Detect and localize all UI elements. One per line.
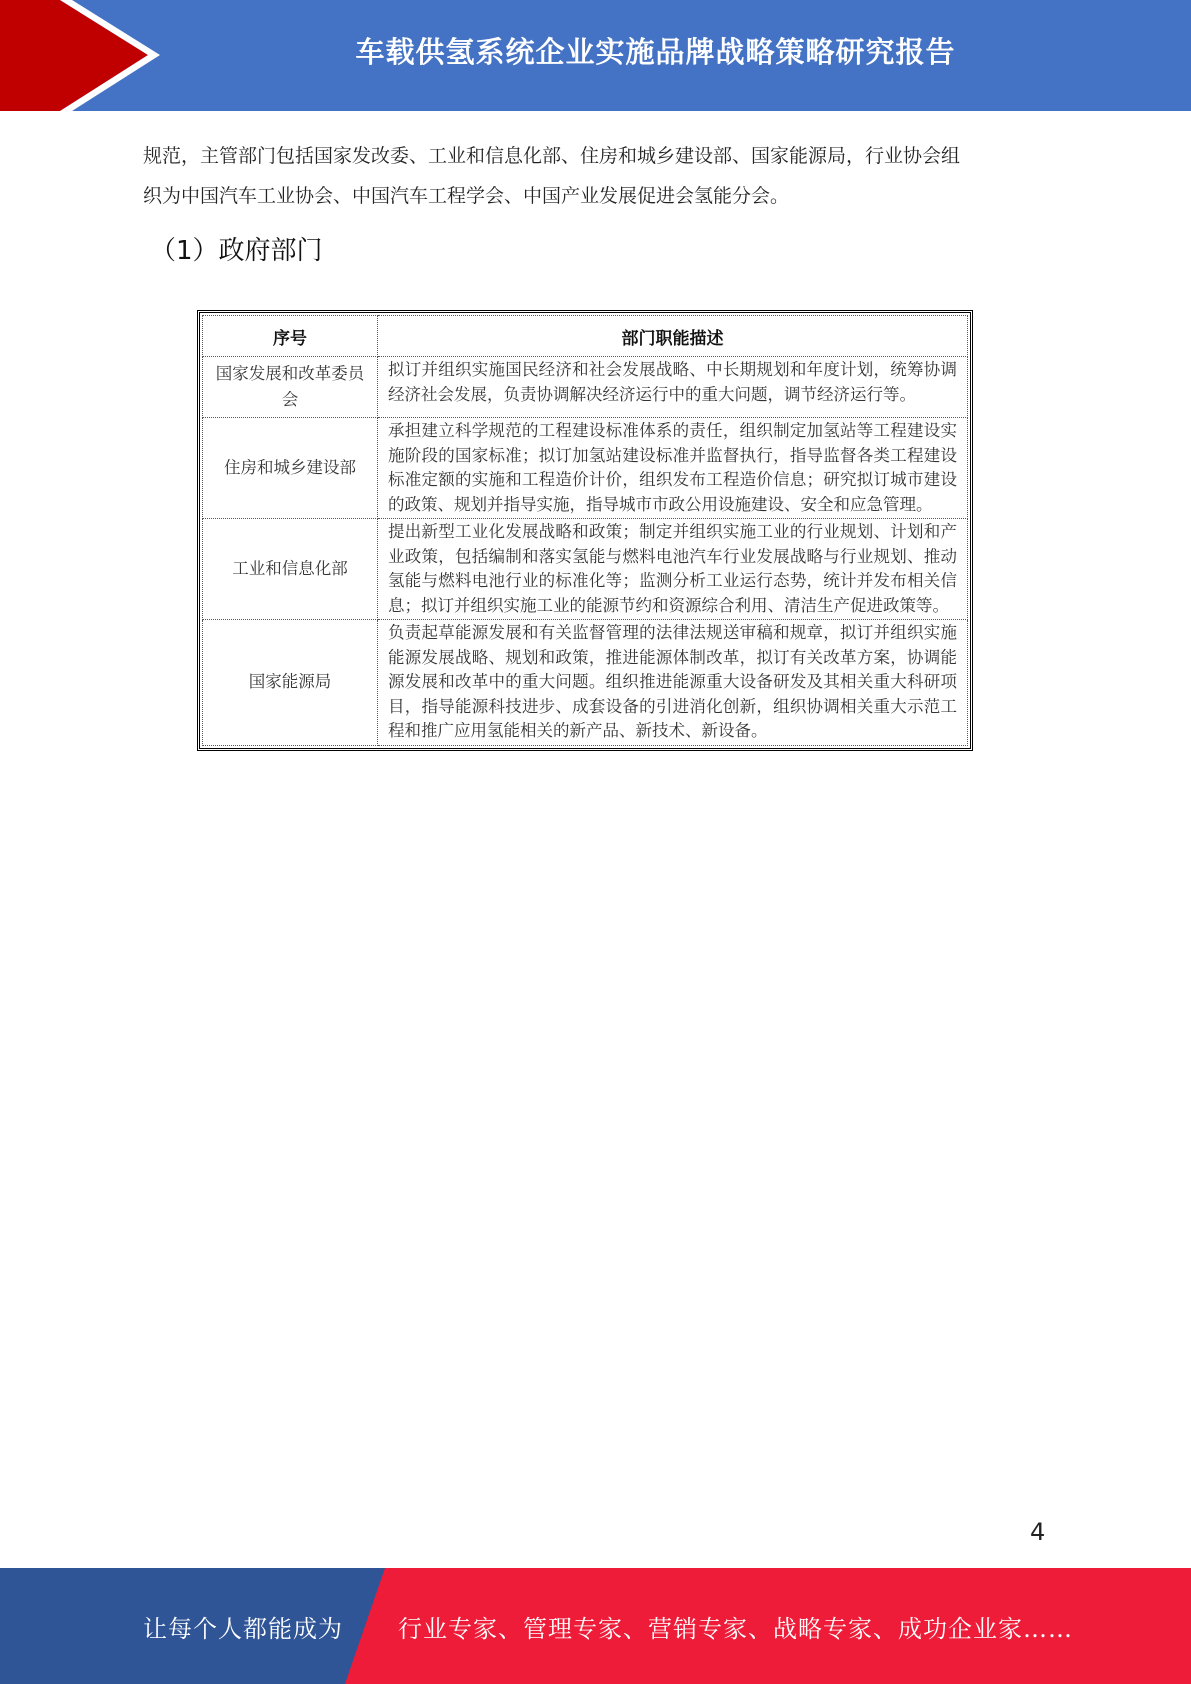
table-row: [203, 357, 968, 418]
department-name: 住房和城乡建设部: [203, 418, 378, 519]
footer-slogan: 让每个人都能成为: [143, 1614, 343, 1643]
table-row: [203, 418, 968, 519]
department-description: 承担建立科学规范的工程建设标准体系的责任，组织制定加氢站等工程建设实施阶段的国家标准；拟订加氢站建设标准并监督执行，指导监督各类工程建设标准定额的实施和工程造价计价，组织发布工程造价信息；研究拟订城市建设的政策、规划并指导实施，指导城市市政公用设施建设、安全和应急管理。: [378, 418, 968, 519]
page-number: 4: [1030, 1518, 1046, 1546]
footer-expert-list: 行业专家、管理专家、营销专家、战略专家、成功企业家……: [398, 1614, 1073, 1643]
section-heading: （1）政府部门: [150, 236, 323, 266]
paragraph-line: 规范，主管部门包括国家发改委、工业和信息化部、住房和城乡建设部、国家能源局，行业协会组: [143, 145, 961, 167]
government-departments-table: [197, 310, 973, 751]
page-header: [0, 0, 1191, 111]
department-name: 工业和信息化部: [203, 519, 378, 620]
intro-paragraph: [143, 136, 1048, 216]
table-row: [203, 519, 968, 620]
paragraph-line: 织为中国汽车工业协会、中国汽车工程学会、中国产业发展促进会氢能分会。: [143, 185, 790, 207]
department-name: 国家发展和改革委员会: [203, 357, 378, 418]
table-row: [203, 620, 968, 746]
department-description: 负责起草能源发展和有关监督管理的法律法规送审稿和规章，拟订并组织实施能源发展战略、规划和政策，推进能源体制改革，拟订有关改革方案，协调能源发展和改革中的重大问题。组织推进能源重大设备研发及其相关重大科研项目，指导能源科技进步、成套设备的引进消化创新，组织协调相关重大示范工程和推广应用氢能相关的新产品、新技术、新设备。: [378, 620, 968, 746]
column-header-description: 部门职能描述: [378, 316, 968, 357]
department-name: 国家能源局: [203, 620, 378, 746]
column-header-number: 序号: [203, 316, 378, 357]
report-title: 车载供氢系统企业实施品牌战略策略研究报告: [355, 34, 956, 69]
page-footer: [0, 1568, 1191, 1684]
table-header-row: [203, 316, 968, 357]
department-description: 拟订并组织实施国民经济和社会发展战略、中长期规划和年度计划，统筹协调经济社会发展，负责协调解决经济运行中的重大问题，调节经济运行等。: [378, 357, 968, 418]
department-description: 提出新型工业化发展战略和政策；制定并组织实施工业的行业规划、计划和产业政策，包括编制和落实氢能与燃料电池汽车行业发展战略与行业规划、推动氢能与燃料电池行业的标准化等；监测分析工业运行态势，统计并发布相关信息；拟订并组织实施工业的能源节约和资源综合利用、清洁生产促进政策等。: [378, 519, 968, 620]
